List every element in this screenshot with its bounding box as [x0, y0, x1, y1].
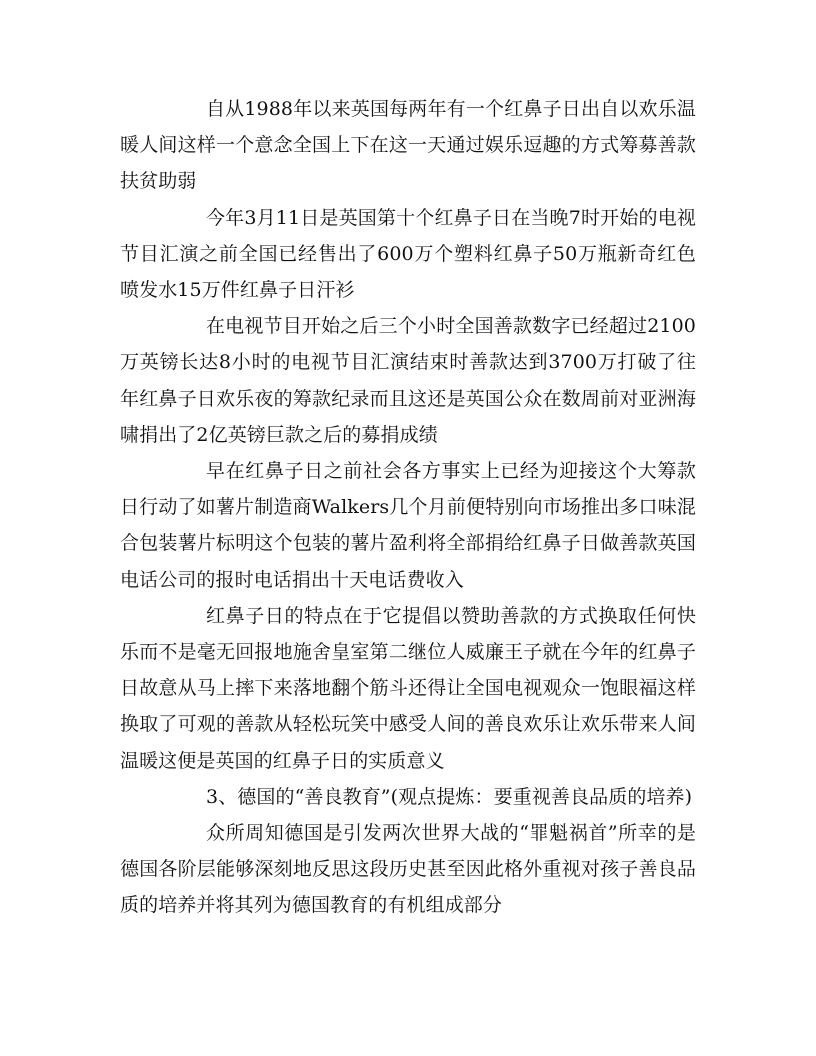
paragraph-germany-education: 众所周知德国是引发两次世界大战的“罪魁祸首”所幸的是德国各阶层能够深刻地反思这段历史甚至因此格外重视对孩子善良品质的培养并将其列为德国教育的有机组成部分 [120, 822, 696, 917]
paragraph-prince-william: 红鼻子日的特点在于它提倡以赞助善款的方式换取任何快乐而不是毫无回报地施舍皇室第二继位人威廉王子就在今年的红鼻子日故意从马上摔下来落地翻个筋斗还得让全国电视观众一饱眼福这样换取了可观的善款从轻松玩笑中感受人间的善良欢乐让欢乐带来人间温暖这便是英国的红鼻子日的实质意义 [120, 604, 696, 772]
section-heading-germany: 3、德国的“善良教育”(观点提炼：要重视善良品质的培养) [206, 785, 693, 808]
paragraph-walkers-support: 早在红鼻子日之前社会各方事实上已经为迎接这个大筹款日行动了如薯片制造商Walkers几个月前便特别向市场推出多口味混合包装薯片标明这个包装的薯片盈利将全部捐给红鼻子日做善款英国电话公司的报时电话捐出十天电话费收入 [120, 460, 696, 591]
paragraph-red-nose-day-origin: 自从1988年以来英国每两年有一个红鼻子日出自以欢乐温暖人间这样一个意念全国上下在这一天通过娱乐逗趣的方式筹募善款扶贫助弱 [120, 98, 696, 193]
paragraph-tenth-red-nose-day: 今年3月11日是英国第十个红鼻子日在当晚7时开始的电视节目汇演之前全国已经售出了600万个塑料红鼻子50万瓶新奇红色喷发水15万件红鼻子日汗衫 [120, 206, 696, 302]
paragraph-donation-record: 在电视节目开始之后三个小时全国善款数字已经超过2100万英镑长达8小时的电视节目汇演结束时善款达到3700万打破了往年红鼻子日欢乐夜的筹款纪录而且这还是英国公众在数周前对亚洲海啸捐出了2亿英镑巨款之后的募捐成绩 [120, 315, 696, 446]
document-body [120, 91, 696, 924]
